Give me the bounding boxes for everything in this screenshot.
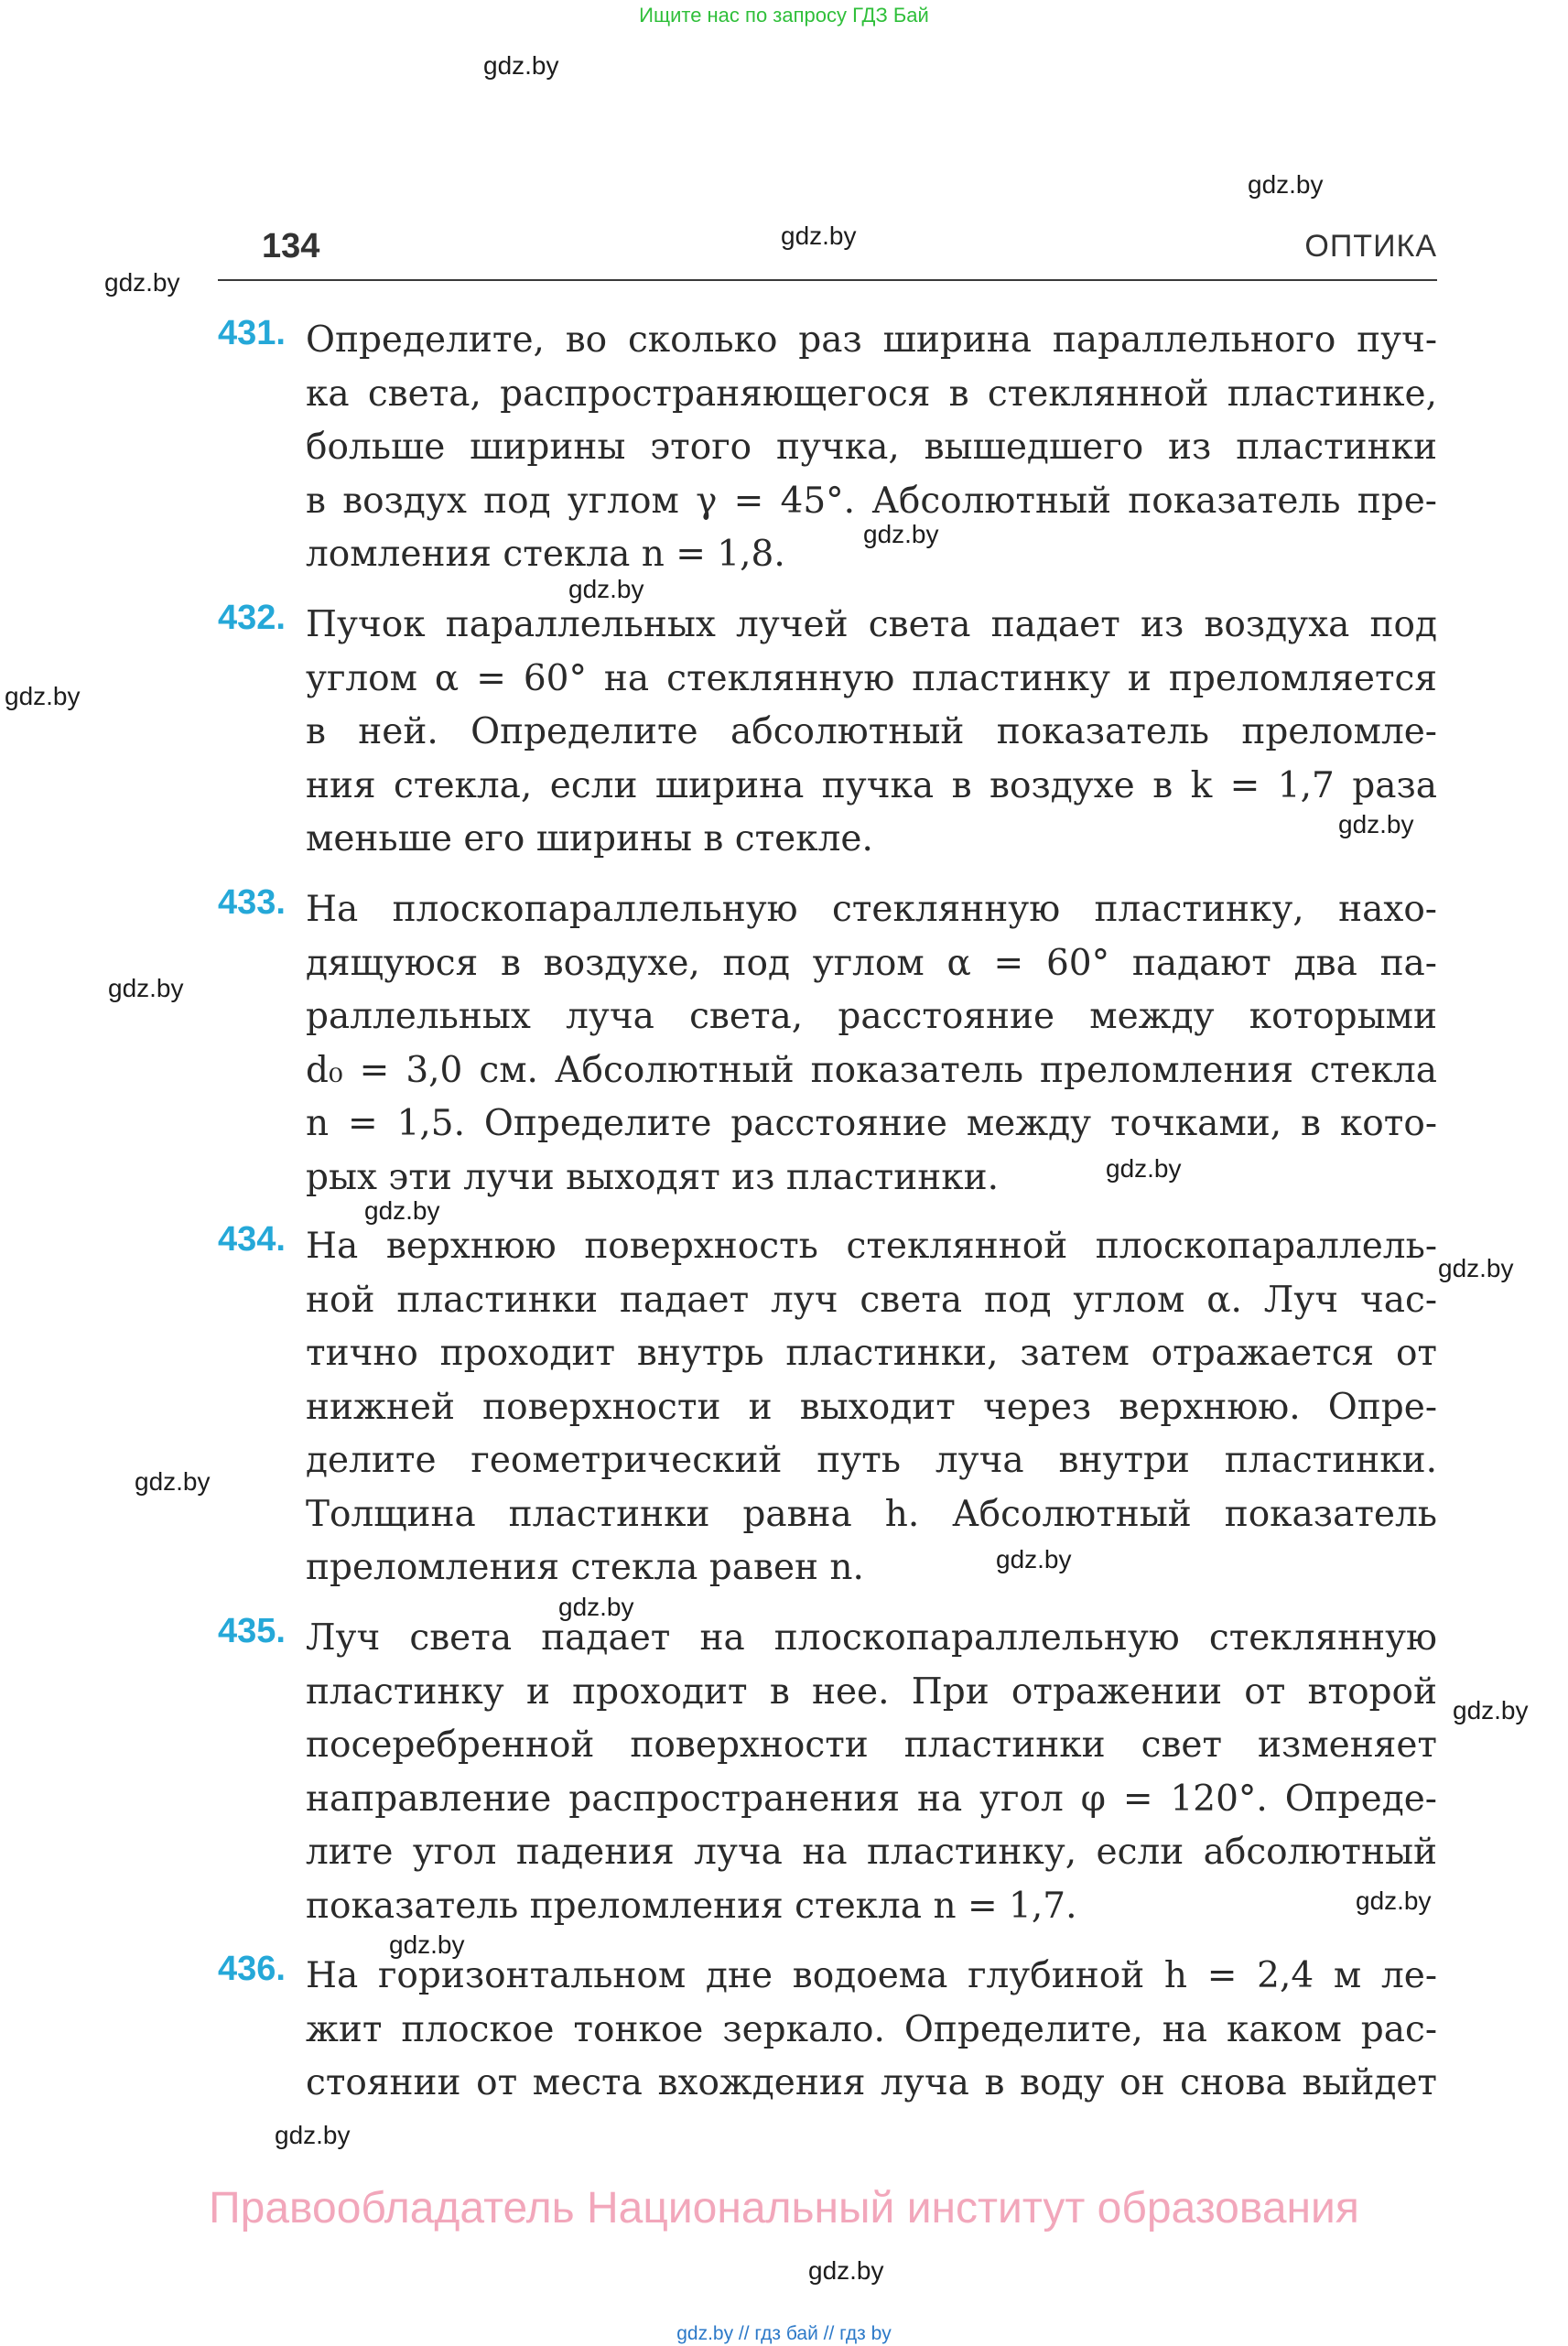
text-line: меньше его ширины в стекле. (306, 818, 873, 859)
text-line: посеребренной поверхности пластинки свет изменяет (306, 1724, 1437, 1766)
watermark: gdz.by (1338, 810, 1414, 838)
text-line: На плоскопараллельную стеклянную пластинку, нахо- (306, 889, 1437, 930)
text-line: преломления стекла равен n. (306, 1547, 864, 1588)
watermark: gdz.by (389, 1930, 465, 1959)
watermark: gdz.by (863, 520, 939, 548)
problem-text (306, 1950, 1437, 2111)
problem-text (306, 1612, 1437, 1933)
watermark: gdz.by (781, 222, 857, 250)
watermark: gdz.by (5, 682, 81, 710)
watermark: gdz.by (1106, 1154, 1182, 1183)
watermark: gdz.by (1453, 1696, 1529, 1724)
text-line: ка света, распространяющегося в стеклянной пластинке, (306, 373, 1437, 415)
text-line: лите угол падения луча на пластинку, если абсолютный (306, 1832, 1437, 1873)
text-line: в воздух под углом γ = 45°. Абсолютный показатель пре- (306, 480, 1437, 522)
problem-text (306, 883, 1437, 1205)
top-banner[interactable]: Ищите нас по запросу ГДЗ Бай (639, 4, 929, 27)
text-line: Толщина пластинки равна h. Абсолютный показатель (306, 1493, 1437, 1535)
text-line: пластинку и проходит в нее. При отражении от второй (306, 1670, 1437, 1713)
text-line: жит плоское тонкое зеркало. Определите, на каком рас- (306, 2008, 1437, 2050)
copyright-notice: Правообладатель Национальный институт образования (209, 2184, 1359, 2232)
problem-text (306, 314, 1437, 582)
text-line: рых эти лучи выходят из пластинки. (306, 1156, 1000, 1198)
watermark: gdz.by (135, 1467, 211, 1496)
problem-text (306, 599, 1437, 867)
text-line: дящуюся в воздухе, под углом α = 60° падают два па- (306, 942, 1437, 984)
problem-number: 435. (218, 1612, 286, 1650)
watermark: gdz.by (1356, 1887, 1432, 1915)
header-rule (218, 279, 1437, 281)
watermark: gdz.by (483, 51, 559, 80)
page-number: 134 (262, 227, 320, 265)
text-line: показатель преломления стекла n = 1,7. (306, 1885, 1077, 1927)
text-line: ной пластинки падает луч света под углом α. Луч час- (306, 1279, 1437, 1321)
watermark: gdz.by (364, 1196, 440, 1225)
problem-number: 434. (218, 1220, 286, 1259)
text-line: углом α = 60° на стеклянную пластинку и преломляется (306, 657, 1437, 699)
problem-text (306, 1220, 1437, 1595)
text-line: Определите, во сколько раз ширина параллельного пуч- (306, 319, 1437, 361)
text-line: делите геометрический путь луча внутри пластинки. (306, 1440, 1437, 1481)
watermark: gdz.by (568, 575, 644, 603)
text-line: раллельных луча света, расстояние между которыми (306, 996, 1437, 1037)
text-line: n = 1,5. Определите расстояние между точками, в кото- (306, 1103, 1437, 1144)
watermark: gdz.by (1248, 170, 1324, 199)
watermark: gdz.by (1438, 1254, 1514, 1282)
text-line: ния стекла, если ширина пучка в воздухе в k = 1,7 раза (306, 764, 1437, 806)
text-line: На верхнюю поверхность стеклянной плоскопараллель- (306, 1226, 1437, 1267)
problem-number: 436. (218, 1950, 286, 1988)
text-line: ломления стекла n = 1,8. (306, 534, 785, 575)
problem-number: 433. (218, 883, 286, 922)
text-line: больше ширины этого пучка, вышедшего из пластинки (306, 427, 1437, 468)
text-line: На горизонтальном дне водоема глубиной h = 2,4 м ле- (306, 1955, 1437, 1996)
text-line: Луч света падает на плоскопараллельную стеклянную (306, 1617, 1437, 1659)
text-line: тично проходит внутрь пластинки, затем отражается от (306, 1333, 1437, 1374)
problem-number: 431. (218, 314, 286, 352)
watermark: gdz.by (108, 974, 184, 1002)
text-line: Пучок параллельных лучей света падает из воздуха под (306, 604, 1437, 645)
text-line: нижней поверхности и выходит через верхнюю. Опре- (306, 1386, 1437, 1428)
watermark: gdz.by (275, 2121, 351, 2149)
text-line: d₀ = 3,0 см. Абсолютный показатель преломления стекла (306, 1049, 1437, 1091)
section-title: ОПТИКА (1304, 229, 1437, 264)
footer-links[interactable]: gdz.by // гдз бай // гдз by (676, 2323, 892, 2344)
watermark: gdz.by (558, 1593, 634, 1621)
problem-number: 432. (218, 599, 286, 637)
watermark: gdz.by (996, 1545, 1072, 1573)
text-line: направление распространения на угол φ = 120°. Опреде- (306, 1778, 1437, 1820)
watermark: gdz.by (104, 268, 180, 297)
text-line: в ней. Определите абсолютный показатель преломле- (306, 711, 1437, 752)
text-line: стоянии от места вхождения луча в воду он снова выйдет (306, 2062, 1437, 2103)
watermark: gdz.by (808, 2256, 884, 2285)
